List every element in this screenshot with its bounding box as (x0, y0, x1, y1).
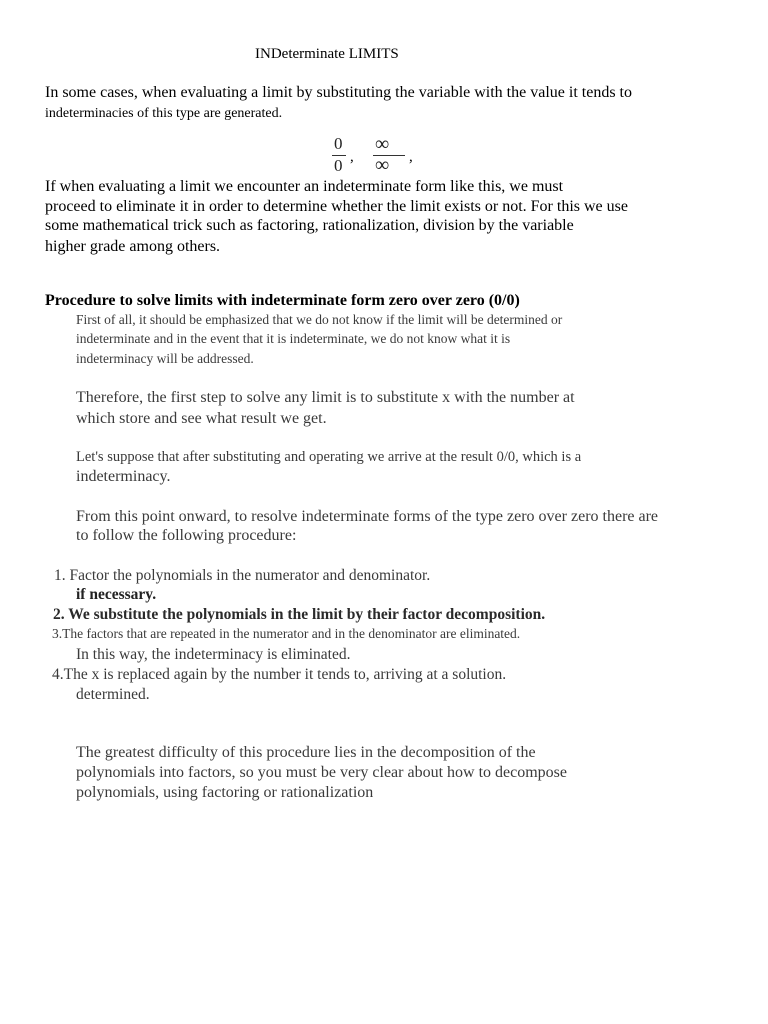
suppose-line-2: indeterminacy. (76, 468, 171, 485)
paragraph2-line-1: If when evaluating a limit we encounter an indeterminate form like this, we must (45, 178, 564, 195)
fraction-2-numerator: ∞ (375, 133, 390, 155)
fraction-1-denominator: 0 (334, 156, 343, 175)
paragraph2-line-2: proceed to eliminate it in order to determine whether the limit exists or not. For this we use (45, 198, 628, 215)
step-3: 3.The factors that are repeated in the numerator and in the denominator are eliminated. (52, 626, 521, 641)
closing-line-3: polynomials, using factoring or rationalization (76, 784, 374, 801)
step-3-continued: In this way, the indeterminacy is eliminated. (76, 646, 351, 663)
intro-line-2: indeterminacies of this type are generated. (45, 106, 283, 121)
step-2: 2. We substitute the polynomials in the limit by their factor decomposition. (53, 606, 546, 623)
page-title: INDeterminate LIMITS (255, 46, 399, 62)
onward-line-1: From this point onward, to resolve indeterminate forms of the type zero over zero there are (76, 508, 659, 525)
note-line-3: indeterminacy will be addressed. (76, 351, 254, 366)
fraction-1-numerator: 0 (334, 134, 343, 153)
first-step-line-2: which store and see what result we get. (76, 410, 327, 427)
step-4-continued: determined. (76, 686, 150, 703)
intro-line-1: In some cases, when evaluating a limit by substituting the variable with the value it tends to (45, 84, 632, 101)
comma-1: , (350, 149, 354, 165)
closing-line-1: The greatest difficulty of this procedure lies in the decomposition of the (76, 744, 536, 761)
onward-line-2: to follow the following procedure: (76, 527, 297, 544)
note-line-2: indeterminate and in the event that it is indeterminate, we do not know what it is (76, 331, 511, 346)
step-1-continued: if necessary. (76, 586, 157, 603)
indeterminate-forms (330, 133, 440, 177)
fraction-2-denominator: ∞ (375, 154, 390, 176)
closing-line-2: polynomials into factors, so you must be very clear about how to decompose (76, 764, 568, 781)
step-4: 4.The x is replaced again by the number it tends to, arriving at a solution. (52, 666, 507, 683)
paragraph2-line-3: some mathematical trick such as factoring, rationalization, division by the variable (45, 217, 574, 234)
suppose-line-1: Let's suppose that after substituting and operating we arrive at the result 0/0, which is a (76, 449, 582, 465)
section-heading: Procedure to solve limits with indeterminate form zero over zero (0/0) (45, 292, 520, 309)
step-1: 1. Factor the polynomials in the numerator and denominator. (54, 567, 431, 584)
comma-2: , (409, 149, 413, 165)
note-line-1: First of all, it should be emphasized that we do not know if the limit will be determined or (76, 312, 563, 327)
first-step-line-1: Therefore, the first step to solve any limit is to substitute x with the number at (76, 389, 575, 406)
paragraph2-line-4: higher grade among others. (45, 238, 221, 255)
